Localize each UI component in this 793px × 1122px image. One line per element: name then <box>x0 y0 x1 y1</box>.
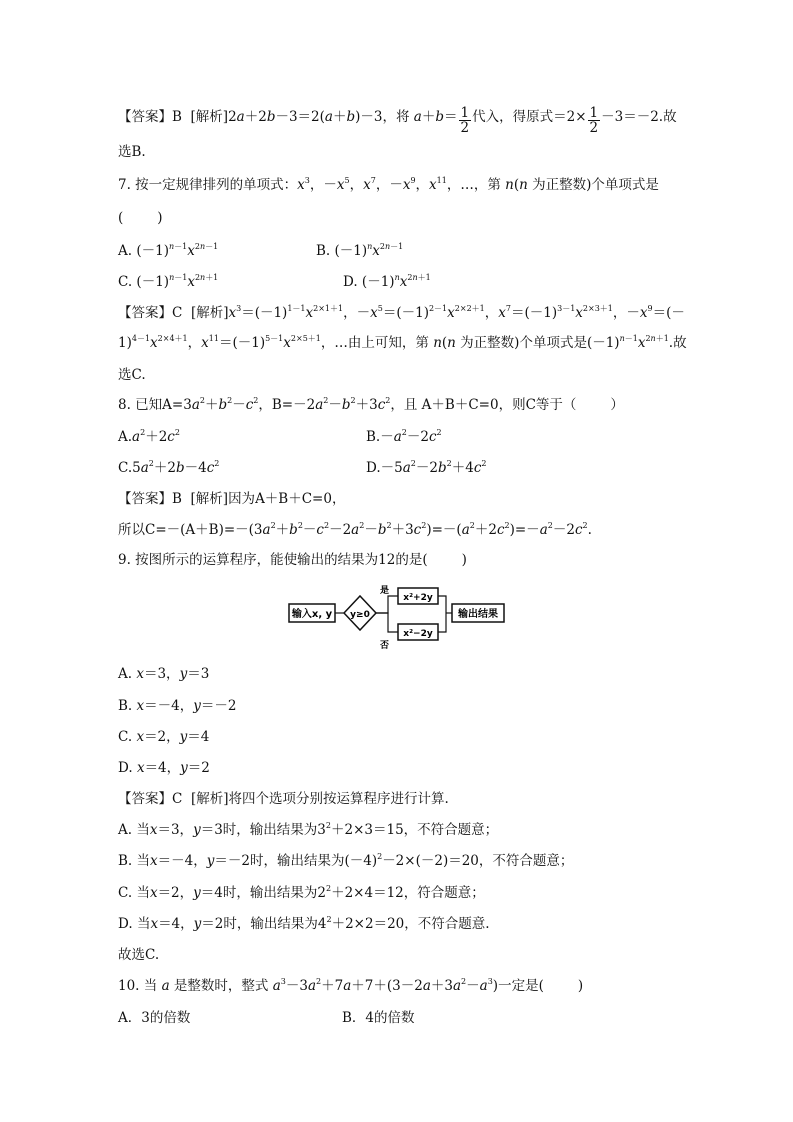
q9-stem: 9. 按图所示的运算程序，能使输出的结果为12的是( ) <box>118 552 467 568</box>
q7-analysis-cont: $1)^{4-1}x^{2\times 4+1}$，$x^{11}=(-1)^{5-1}x^{2\times 5+1}$，…由上可知，第 n(n 为正整数)个单项式是$(-1)^{n-1}x^{2n+1}$.故 <box>118 334 687 351</box>
q9-option-a: A. x＝3，y＝3 <box>118 666 210 682</box>
q9-ending: 故选C. <box>118 947 160 963</box>
flow-output-label: 输出结果 <box>458 609 498 620</box>
q7-stem: 7. 按一定规律排列的单项式：$x^3$，$-x^5$，$x^7$，$-x^9$，$x^{11}$，…，第 n(n 为正整数)个单项式是 <box>118 176 659 193</box>
q10-option-a: A．3的倍数 <box>118 1010 191 1026</box>
q6-ending: 选B. <box>118 144 146 160</box>
q7-ending: 选C. <box>118 367 146 383</box>
q10-option-b: B．4的倍数 <box>342 1010 415 1026</box>
flowchart <box>288 582 508 650</box>
fraction-half: $\frac{1}{2}$ <box>589 105 599 136</box>
q9-option-d: D. x＝4，y＝2 <box>118 760 210 776</box>
q7-option-c: C. $(-1)^{n-1}x^{2n+1}$ <box>118 273 219 290</box>
q8-answer-line: 【答案】B [解析]因为A＋B＋C=0， <box>118 491 346 507</box>
flow-input-label: 输入x, y <box>291 609 333 620</box>
q8-option-b: $B.-a^2-2c^2$ <box>366 428 442 445</box>
answer-tag: 【答案】 <box>118 109 172 125</box>
flow-yes-expr: x²+2y <box>403 593 433 603</box>
flow-condition-label: y≥0 <box>350 610 370 620</box>
q9-option-b: B. x＝－4，y＝－2 <box>118 698 237 714</box>
q6-answer-line: 【答案】B [解析]2a＋2b－3＝2(a＋b)－3，将 a＋b＝ $\frac{1}{2}$ 代入，得原式＝2× $\frac{1}{2}$ －3＝－2.故 <box>118 105 677 136</box>
q9-answer-line: 【答案】C [解析]将四个选项分别按运算程序进行计算. <box>118 791 449 807</box>
flow-no-expr: x²−2y <box>403 629 433 639</box>
q9-check-a: A. 当x＝3，y＝3时，输出结果为$3^2+2\times 3=15$，不符合题意； <box>118 821 499 838</box>
q9-option-c: C. x＝2，y＝4 <box>118 729 210 745</box>
flow-no-label: 否 <box>380 641 390 650</box>
q7-paren: ( ) <box>118 210 163 226</box>
q7-option-d: D. $(-1)^nx^{2n+1}$ <box>343 273 431 290</box>
flow-yes-label: 是 <box>380 586 390 596</box>
q8-option-c: $C.5a^2+2b-4c^2$ <box>118 459 220 476</box>
q9-check-d: D. 当x＝4，y＝2时，输出结果为$4^2+2\times 2=20$，不符合题意. <box>118 915 490 932</box>
q9-check-c: C. 当x＝2，y＝4时，输出结果为$2^2+2\times 4=12$，符合题意； <box>118 884 485 901</box>
q10-stem: 10. 当 a 是整数时，整式 $a^3-3a^2+7a+7+(3-2a+3a^2-a^3)$一定是( ) <box>118 977 584 994</box>
q8-stem: 8. 已知$A=3a^2+b^2-c^2$，$B=-2a^2-b^2+3c^2$，且 A＋B＋C=0，则C等于（ ） <box>118 396 624 413</box>
fraction-half: $\frac{1}{2}$ <box>460 105 470 136</box>
q9-check-b: B. 当x＝－4，y＝－2时，输出结果为$(-4)^2-2\times(-2)=20$，不符合题意； <box>118 852 574 869</box>
q8-option-a: $A.a^2+2c^2$ <box>118 428 180 445</box>
q7-answer-line: 【答案】C [解析]$x^3=(-1)^{1-1}x^{2\times 1+1}$，$-x^5=(-1)^{2-1}x^{2\times 2+1}$，$x^7=(-1)^{3-1}x^{2\times 3+1}$，$-x^9=(-$ <box>118 304 685 321</box>
q8-option-d: $D.-5a^2-2b^2+4c^2$ <box>366 459 487 476</box>
q8-derivation: 所以$C=-(A+B)=-(3a^2+b^2-c^2-2a^2-b^2+3c^2)=-(a^2+2c^2)=-a^2-2c^2$. <box>118 521 592 538</box>
q7-option-a: A. $(-1)^{n-1}x^{2n-1}$ <box>118 242 219 259</box>
q7-option-b: B. $(-1)^nx^{2n-1}$ <box>316 242 404 259</box>
